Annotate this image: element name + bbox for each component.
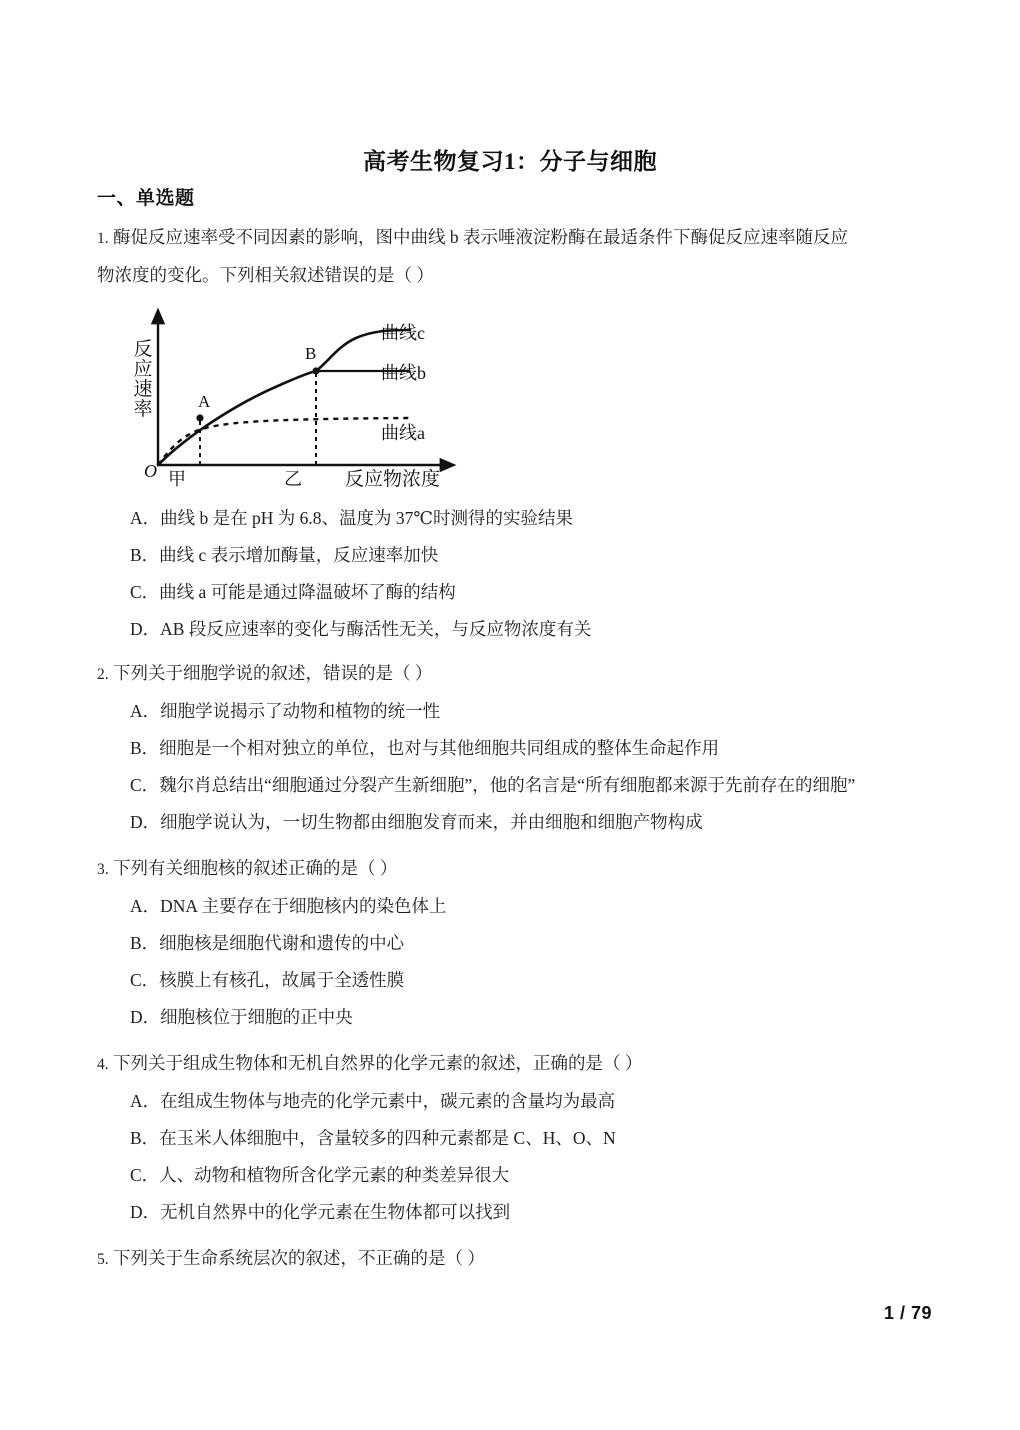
chart-legend-curve-c: 曲线c	[381, 323, 425, 343]
option-2-a[interactable]: A．细胞学说揭示了动物和植物的统一性	[130, 701, 441, 721]
chart-series-curve-a	[158, 418, 410, 465]
chart-y-axis-label-char-2: 应	[133, 359, 153, 380]
chart-point-a	[196, 414, 203, 421]
option-1-a[interactable]: A．曲线 b 是在 pH 为 6.8、温度为 37℃时测得的实验结果	[130, 508, 573, 528]
chart-point-b	[312, 367, 319, 374]
question-2-stem-text: 下列关于细胞学说的叙述，错误的是（ ）	[113, 663, 433, 683]
question-2-stem	[97, 655, 947, 693]
question-1-options	[97, 500, 947, 648]
option-4-a[interactable]: A．在组成生物体与地壳的化学元素中，碳元素的含量均为最高	[130, 1091, 616, 1111]
option-2-d[interactable]: D．细胞学说认为，一切生物都由细胞发育而来，并由细胞和细胞产物构成	[130, 812, 703, 832]
chart-y-axis-label-char-3: 速	[133, 379, 153, 400]
option-4-c[interactable]: C．人、动物和植物所含化学元素的种类差异很大	[130, 1165, 510, 1185]
chart-y-axis-label-char-4: 率	[133, 399, 153, 420]
question-3-stem-text: 下列有关细胞核的叙述正确的是（ ）	[113, 858, 398, 878]
question-1-number: 1.	[97, 230, 109, 247]
question-4-stem-text: 下列关于组成生物体和无机自然界的化学元素的叙述，正确的是（ ）	[113, 1053, 643, 1073]
chart-legend-curve-b: 曲线b	[381, 363, 426, 383]
chart-y-axis-label-char-1: 反	[133, 339, 153, 360]
option-1-c[interactable]: C．曲线 a 可能是通过降温破坏了酶的结构	[130, 582, 456, 602]
question-5-number: 5.	[97, 1251, 109, 1268]
chart-xtick-jia: 甲	[168, 469, 186, 489]
chart-origin-label: O	[144, 461, 157, 481]
option-4-d[interactable]: D．无机自然界中的化学元素在生物体都可以找到	[130, 1202, 511, 1222]
question-1-stem-line-2: 物浓度的变化。下列相关叙述错误的是（ ）	[97, 265, 434, 285]
page-number-footer: 1 / 79	[883, 1303, 932, 1323]
page-title: 高考生物复习1：分子与细胞	[363, 149, 657, 174]
section-heading: 一、单选题	[97, 188, 195, 209]
question-4-number: 4.	[97, 1056, 109, 1073]
chart-legend-curve-a: 曲线a	[381, 423, 425, 443]
question-4	[97, 1045, 947, 1231]
option-2-c[interactable]: C．魏尔肖总结出“细胞通过分裂产生新细胞”，他的名言是“所有细胞都来源于先前存在的细胞”	[130, 775, 856, 795]
question-4-stem	[97, 1045, 947, 1083]
option-3-a[interactable]: A．DNA 主要存在于细胞核内的染色体上	[130, 896, 447, 916]
chart-point-b-label: B	[305, 344, 317, 363]
question-2	[97, 655, 947, 841]
chart-series-curve-b	[158, 371, 316, 465]
question-1-stem-line-1	[97, 219, 947, 257]
question-1-stem-text-1: 酶促反应速率受不同因素的影响，图中曲线 b 表示唾液淀粉酶在最适条件下酶促反应速率随反应	[113, 227, 848, 247]
chart-point-a-label: A	[198, 392, 211, 411]
option-3-d[interactable]: D．细胞核位于细胞的正中央	[130, 1007, 353, 1027]
option-1-b[interactable]: B．曲线 c 表示增加酶量，反应速率加快	[130, 545, 439, 565]
question-1	[97, 219, 947, 294]
option-1-d[interactable]: D．AB 段反应速率的变化与酶活性无关，与反应物浓度有关	[130, 619, 592, 639]
chart-x-axis-label: 反应物浓度	[345, 469, 441, 490]
question-5	[97, 1240, 947, 1278]
question-2-number: 2.	[97, 666, 109, 683]
chart-xtick-yi: 乙	[284, 469, 302, 489]
option-3-c[interactable]: C．核膜上有核孔，故属于全透性膜	[130, 970, 405, 990]
question-5-stem-text: 下列关于生命系统层次的叙述，不正确的是（ ）	[113, 1248, 485, 1268]
option-3-b[interactable]: B．细胞核是细胞代谢和遗传的中心	[130, 933, 405, 953]
question-3	[97, 850, 947, 1036]
question-5-stem	[97, 1240, 947, 1278]
option-2-b[interactable]: B．细胞是一个相对独立的单位，也对与其他细胞共同组成的整体生命起作用	[130, 738, 720, 758]
question-3-stem	[97, 850, 947, 888]
option-4-b[interactable]: B．在玉米人体细胞中，含量较多的四种元素都是 C、H、O、N	[130, 1128, 616, 1148]
question-3-number: 3.	[97, 861, 109, 878]
